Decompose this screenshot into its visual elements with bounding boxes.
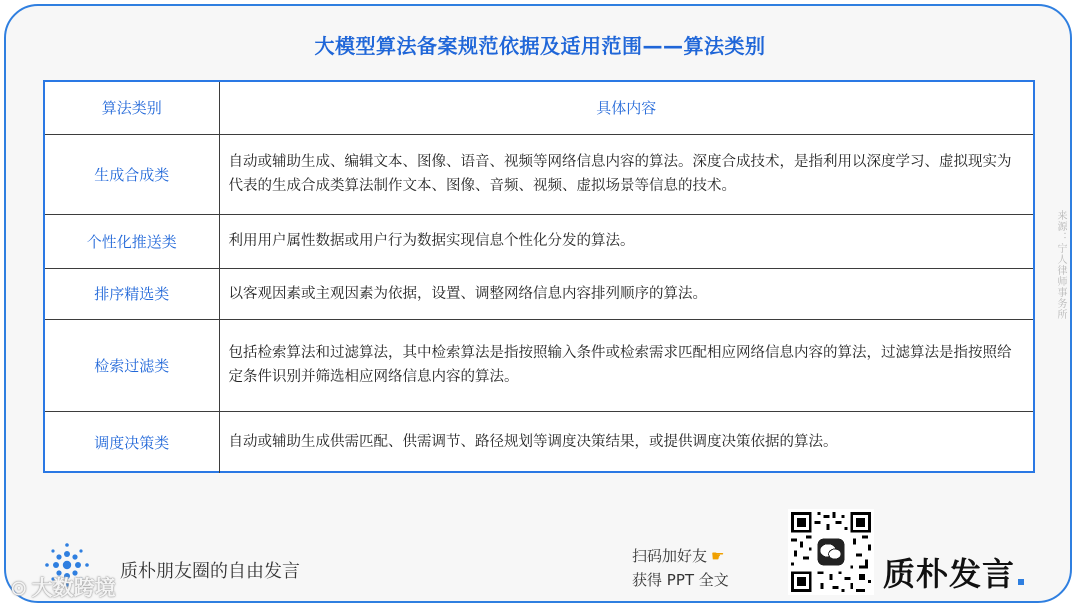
- row-content: 自动或辅助生成、编辑文本、图像、语音、视频等网络信息内容的算法。深度合成技术，是指利用以深度学习、虚拟现实为代表的生成合成类算法制作文本、图像、音频、视频、虚拟场景等信息的技术。: [219, 134, 1033, 214]
- row-category: 个性化推送类: [45, 214, 219, 268]
- header-content: 具体内容: [219, 82, 1033, 134]
- brand-dot-icon: [1018, 579, 1024, 585]
- watermark-icon: ⊙: [10, 576, 28, 600]
- row-content: 利用用户属性数据或用户行为数据实现信息个性化分发的算法。: [219, 214, 1033, 268]
- row-category: 检索过滤类: [45, 319, 219, 411]
- brand-text: 质朴发言: [883, 555, 1016, 593]
- table-row: [45, 411, 1033, 473]
- table-row: [45, 268, 1033, 319]
- row-content: 以客观因素或主观因素为依据，设置、调整网络信息内容排列顺序的算法。: [219, 268, 1033, 319]
- row-category: 生成合成类: [45, 134, 219, 214]
- algorithm-table: [43, 80, 1035, 473]
- pointing-hand-icon: ☛: [711, 547, 725, 565]
- watermark: [10, 572, 116, 602]
- table-row: [45, 319, 1033, 411]
- qr-code-icon[interactable]: [788, 509, 874, 595]
- scan-prompt: [632, 545, 724, 566]
- table-row: [45, 134, 1033, 214]
- header-category: 算法类别: [45, 82, 219, 134]
- brand-name: [883, 549, 1024, 595]
- table-row: [45, 214, 1033, 268]
- table-header-row: [45, 82, 1033, 134]
- source-note: 来源：宁人律师事务所: [1055, 210, 1066, 320]
- footer-slogan: 质朴朋友圈的自由发言: [120, 561, 300, 582]
- row-content: 自动或辅助生成供需匹配、供需调节、路径规划等调度决策结果，或提供调度决策依据的算法。: [219, 411, 1033, 473]
- page-title: 大模型算法备案规范依据及适用范围——算法类别: [314, 34, 766, 58]
- row-category: 排序精选类: [45, 268, 219, 319]
- scan-line-1: 扫码加好友: [632, 547, 708, 565]
- scan-line-2: 获得 PPT 全文: [632, 571, 729, 589]
- watermark-text: 大数跨境: [31, 576, 116, 600]
- row-category: 调度决策类: [45, 411, 219, 473]
- row-content: 包括检索算法和过滤算法，其中检索算法是指按照输入条件或检索需求匹配相应网络信息内容的算法，过滤算法是指按照给定条件识别并筛选相应网络信息内容的算法。: [219, 319, 1033, 411]
